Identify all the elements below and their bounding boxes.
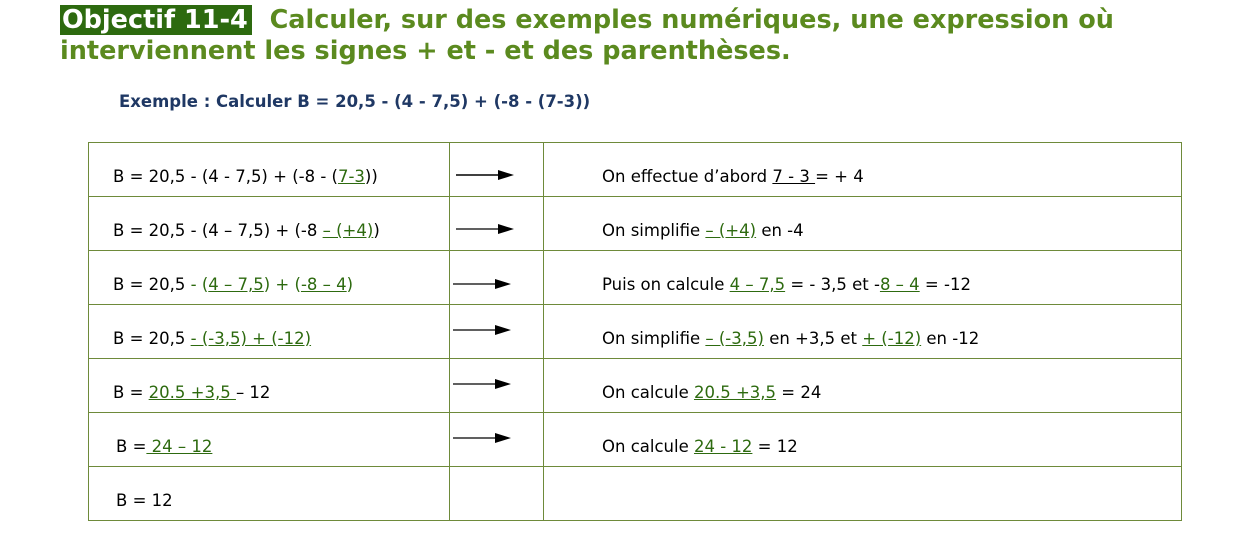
- expression-text: B = 20,5 - (4 – 7,5) + (-8 – 4): [113, 275, 354, 294]
- expression-text: B = 12: [116, 491, 173, 510]
- explanation-text: On calcule 24 - 12 = 12: [602, 437, 798, 456]
- expression-text: B = 20,5 - (4 – 7,5) + (-8 – (+4)): [113, 221, 380, 240]
- expression-text: B = 20,5 - (-3,5) + (-12): [113, 329, 312, 348]
- arrow-right-icon: [451, 323, 513, 337]
- expression-text: B = 20.5 +3,5 – 12: [113, 383, 271, 402]
- table-row: [89, 413, 1182, 467]
- explanation-text: On calcule 20.5 +3,5 = 24: [602, 383, 822, 402]
- explanation-cell: [544, 413, 1182, 467]
- arrow-right-icon: [451, 277, 513, 291]
- table-row: [89, 305, 1182, 359]
- explanation-text: Puis on calcule 4 – 7,5 = - 3,5 et -8 – 4 = -12: [602, 275, 971, 294]
- explanation-cell: [544, 359, 1182, 413]
- explanation-text: On simplifie – (+4) en -4: [602, 221, 804, 240]
- arrow-cell: [450, 143, 544, 197]
- example-statement: Exemple : Calculer B = 20,5 - (4 - 7,5) + (-8 - (7-3)): [119, 92, 591, 111]
- explanation-text: On effectue d’abord 7 - 3 = + 4: [602, 167, 864, 186]
- arrow-cell: [450, 467, 544, 521]
- explanation-cell: [544, 251, 1182, 305]
- expression-cell: [89, 143, 450, 197]
- table-row: [89, 143, 1182, 197]
- table-row: [89, 197, 1182, 251]
- expression-cell: [89, 413, 450, 467]
- arrow-cell: [450, 413, 544, 467]
- expression-cell: [89, 197, 450, 251]
- expression-cell: [89, 467, 450, 521]
- arrow-cell: [450, 305, 544, 359]
- expression-cell: [89, 359, 450, 413]
- table-row: [89, 359, 1182, 413]
- explanation-cell: [544, 143, 1182, 197]
- expression-text: B = 20,5 - (4 - 7,5) + (-8 - (7-3)): [113, 167, 378, 186]
- explanation-cell: [544, 305, 1182, 359]
- table-row: [89, 467, 1182, 521]
- explanation-cell: [544, 467, 1182, 521]
- expression-cell: [89, 251, 450, 305]
- expression-text: B = 24 – 12: [116, 437, 213, 456]
- expression-cell: [89, 305, 450, 359]
- table-row: [89, 251, 1182, 305]
- explanation-text: On simplifie – (-3,5) en +3,5 et + (-12) en -12: [602, 329, 980, 348]
- explanation-cell: [544, 197, 1182, 251]
- objective-title: Calculer, sur des exemples numériques, une expression où interviennent les signes + et - et des parenthèses.: [60, 5, 1114, 66]
- objective-badge: Objectif 11-4: [60, 5, 252, 35]
- arrow-right-icon: [451, 431, 513, 445]
- arrow-cell: [450, 359, 544, 413]
- arrow-cell: [450, 197, 544, 251]
- arrow-right-icon: [451, 377, 513, 391]
- steps-table: [88, 142, 1182, 521]
- arrow-cell: [450, 251, 544, 305]
- objective-heading: [60, 5, 1220, 67]
- arrow-right-icon: [454, 168, 516, 182]
- arrow-right-icon: [454, 222, 516, 236]
